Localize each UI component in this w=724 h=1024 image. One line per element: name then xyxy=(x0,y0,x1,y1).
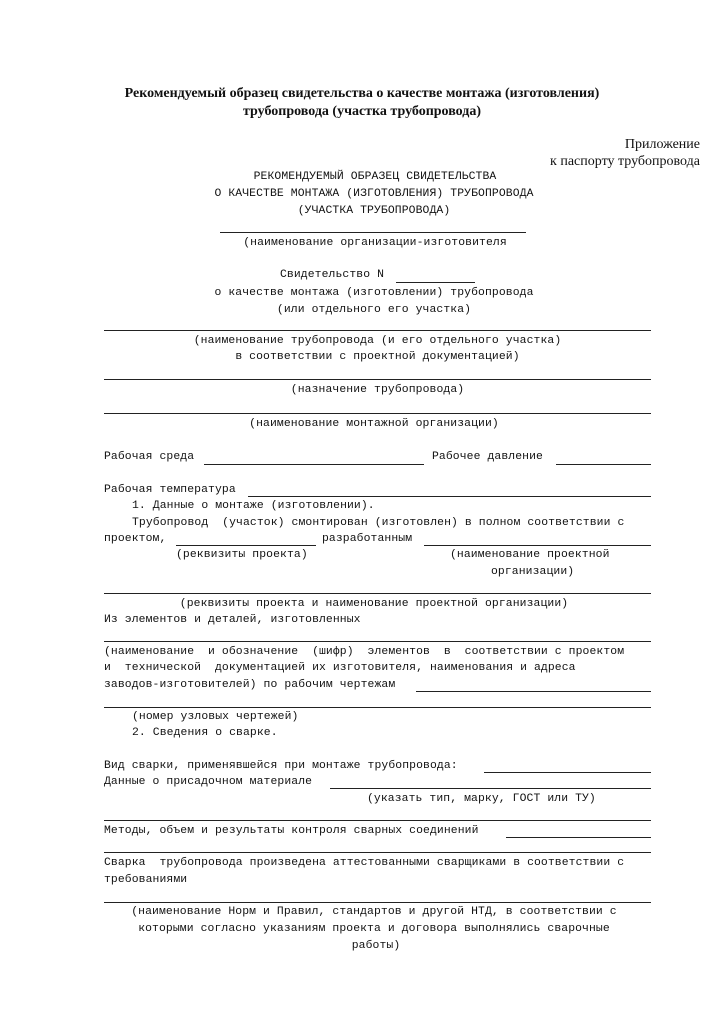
installer-caption: (наименование монтажной организации) xyxy=(249,418,499,430)
project-details-field[interactable] xyxy=(176,545,316,546)
pipeline-name-caption-1: (наименование трубопровода (и его отдельного участка) xyxy=(193,335,562,347)
form-title-line-2: О КАЧЕСТВЕ МОНТАЖА (ИЗГОТОВЛЕНИЯ) ТРУБОПРОВОДА xyxy=(214,188,534,200)
section-1-title: 1. Данные о монтаже (изготовлении). xyxy=(132,500,375,512)
assembly-drawings-line[interactable] xyxy=(104,707,651,708)
project-organization-caption-2: организации) xyxy=(491,566,575,578)
document-heading-line-2: трубопровода (участка трубопровода) xyxy=(242,104,482,119)
form-title-line-3: (УЧАСТКА ТРУБОПРОВОДА) xyxy=(297,205,451,217)
working-pressure-field[interactable] xyxy=(556,464,651,465)
norms-line[interactable] xyxy=(104,902,651,903)
elements-caption-3: заводов-изготовителей) по рабочим чертежам xyxy=(104,679,396,691)
assembly-drawings-caption: (номер узловых чертежей) xyxy=(132,711,299,723)
working-medium-label: Рабочая среда xyxy=(104,451,195,463)
manufacturer-name-line[interactable] xyxy=(220,232,526,233)
section-1-developed-by: разработанным xyxy=(322,533,413,545)
installer-name-line[interactable] xyxy=(104,413,651,414)
elements-caption-1: (наименование и обозначение (шифр) элементов в соответствии с проектом xyxy=(104,646,625,658)
norms-caption-1: (наименование Норм и Правил, стандартов и другой НТД, в соответствии с xyxy=(131,906,617,918)
elements-intro: Из элементов и деталей, изготовленных xyxy=(104,614,361,626)
certificate-number-field[interactable] xyxy=(396,282,475,283)
inspection-label: Методы, объем и результаты контроля сварных соединений xyxy=(104,825,479,837)
pipeline-purpose-line[interactable] xyxy=(104,379,651,380)
document-heading-line-1: Рекомендуемый образец свидетельства о качестве монтажа (изготовления) xyxy=(124,86,600,101)
inspection-field[interactable] xyxy=(506,837,651,838)
welding-type-field[interactable] xyxy=(484,772,651,773)
certificate-number-label: Свидетельство N xyxy=(280,269,385,281)
filler-spec-line[interactable] xyxy=(104,820,651,821)
working-drawings-field[interactable] xyxy=(416,691,651,692)
filler-material-field[interactable] xyxy=(330,788,651,789)
welding-type-label: Вид сварки, применявшейся при монтаже трубопровода: xyxy=(104,760,458,772)
section-1-text-prefix: проектом, xyxy=(104,533,167,545)
filler-spec-caption: (указать тип, марку, ГОСТ или ТУ) xyxy=(367,793,596,805)
norms-caption-3: работы) xyxy=(351,940,401,952)
pipeline-name-caption-2: в соответствии с проектной документацией) xyxy=(235,351,520,363)
section-1-text-line-1: Трубопровод (участок) смонтирован (изготовлен) в полном соответствии с xyxy=(132,517,625,529)
certificate-subtitle: о качестве монтажа (изготовлении) трубопровода xyxy=(214,287,534,299)
welders-text-line-1: Сварка трубопровода произведена аттестованными сварщиками в соответствии с xyxy=(104,857,625,869)
project-details-org-line[interactable] xyxy=(104,593,651,594)
working-temperature-field[interactable] xyxy=(248,496,651,497)
filler-material-label: Данные о присадочном материале xyxy=(104,776,313,788)
project-details-caption: (реквизиты проекта) xyxy=(176,549,308,561)
pipeline-name-line[interactable] xyxy=(104,330,651,331)
elements-line[interactable] xyxy=(104,641,651,642)
norms-caption-2: которыми согласно указаниям проекта и договора выполнялись сварочные xyxy=(138,923,610,935)
section-2-title: 2. Сведения о сварке. xyxy=(132,727,278,739)
appendix-sublabel: к паспорту трубопровода xyxy=(550,154,700,169)
manufacturer-caption: (наименование организации-изготовителя xyxy=(243,237,507,249)
certificate-subtitle-2: (или отдельного его участка) xyxy=(276,304,472,316)
working-temperature-label: Рабочая температура xyxy=(104,484,236,496)
pipeline-purpose-caption: (назначение трубопровода) xyxy=(290,384,465,396)
form-title-line-1: РЕКОМЕНДУЕМЫЙ ОБРАЗЕЦ СВИДЕТЕЛЬСТВА xyxy=(253,171,497,183)
working-medium-field[interactable] xyxy=(204,464,424,465)
project-details-org-caption: (реквизиты проекта и наименование проектной организации) xyxy=(179,598,569,610)
appendix-label: Приложение xyxy=(624,137,700,152)
elements-caption-2: и технической документацией их изготовителя, наименования и адреса xyxy=(104,662,576,674)
project-organization-field[interactable] xyxy=(424,545,651,546)
inspection-line[interactable] xyxy=(104,852,651,853)
welders-text-line-2: требованиями xyxy=(104,874,188,886)
project-organization-caption-1: (наименование проектной xyxy=(450,549,610,561)
working-pressure-label: Рабочее давление xyxy=(432,451,543,463)
